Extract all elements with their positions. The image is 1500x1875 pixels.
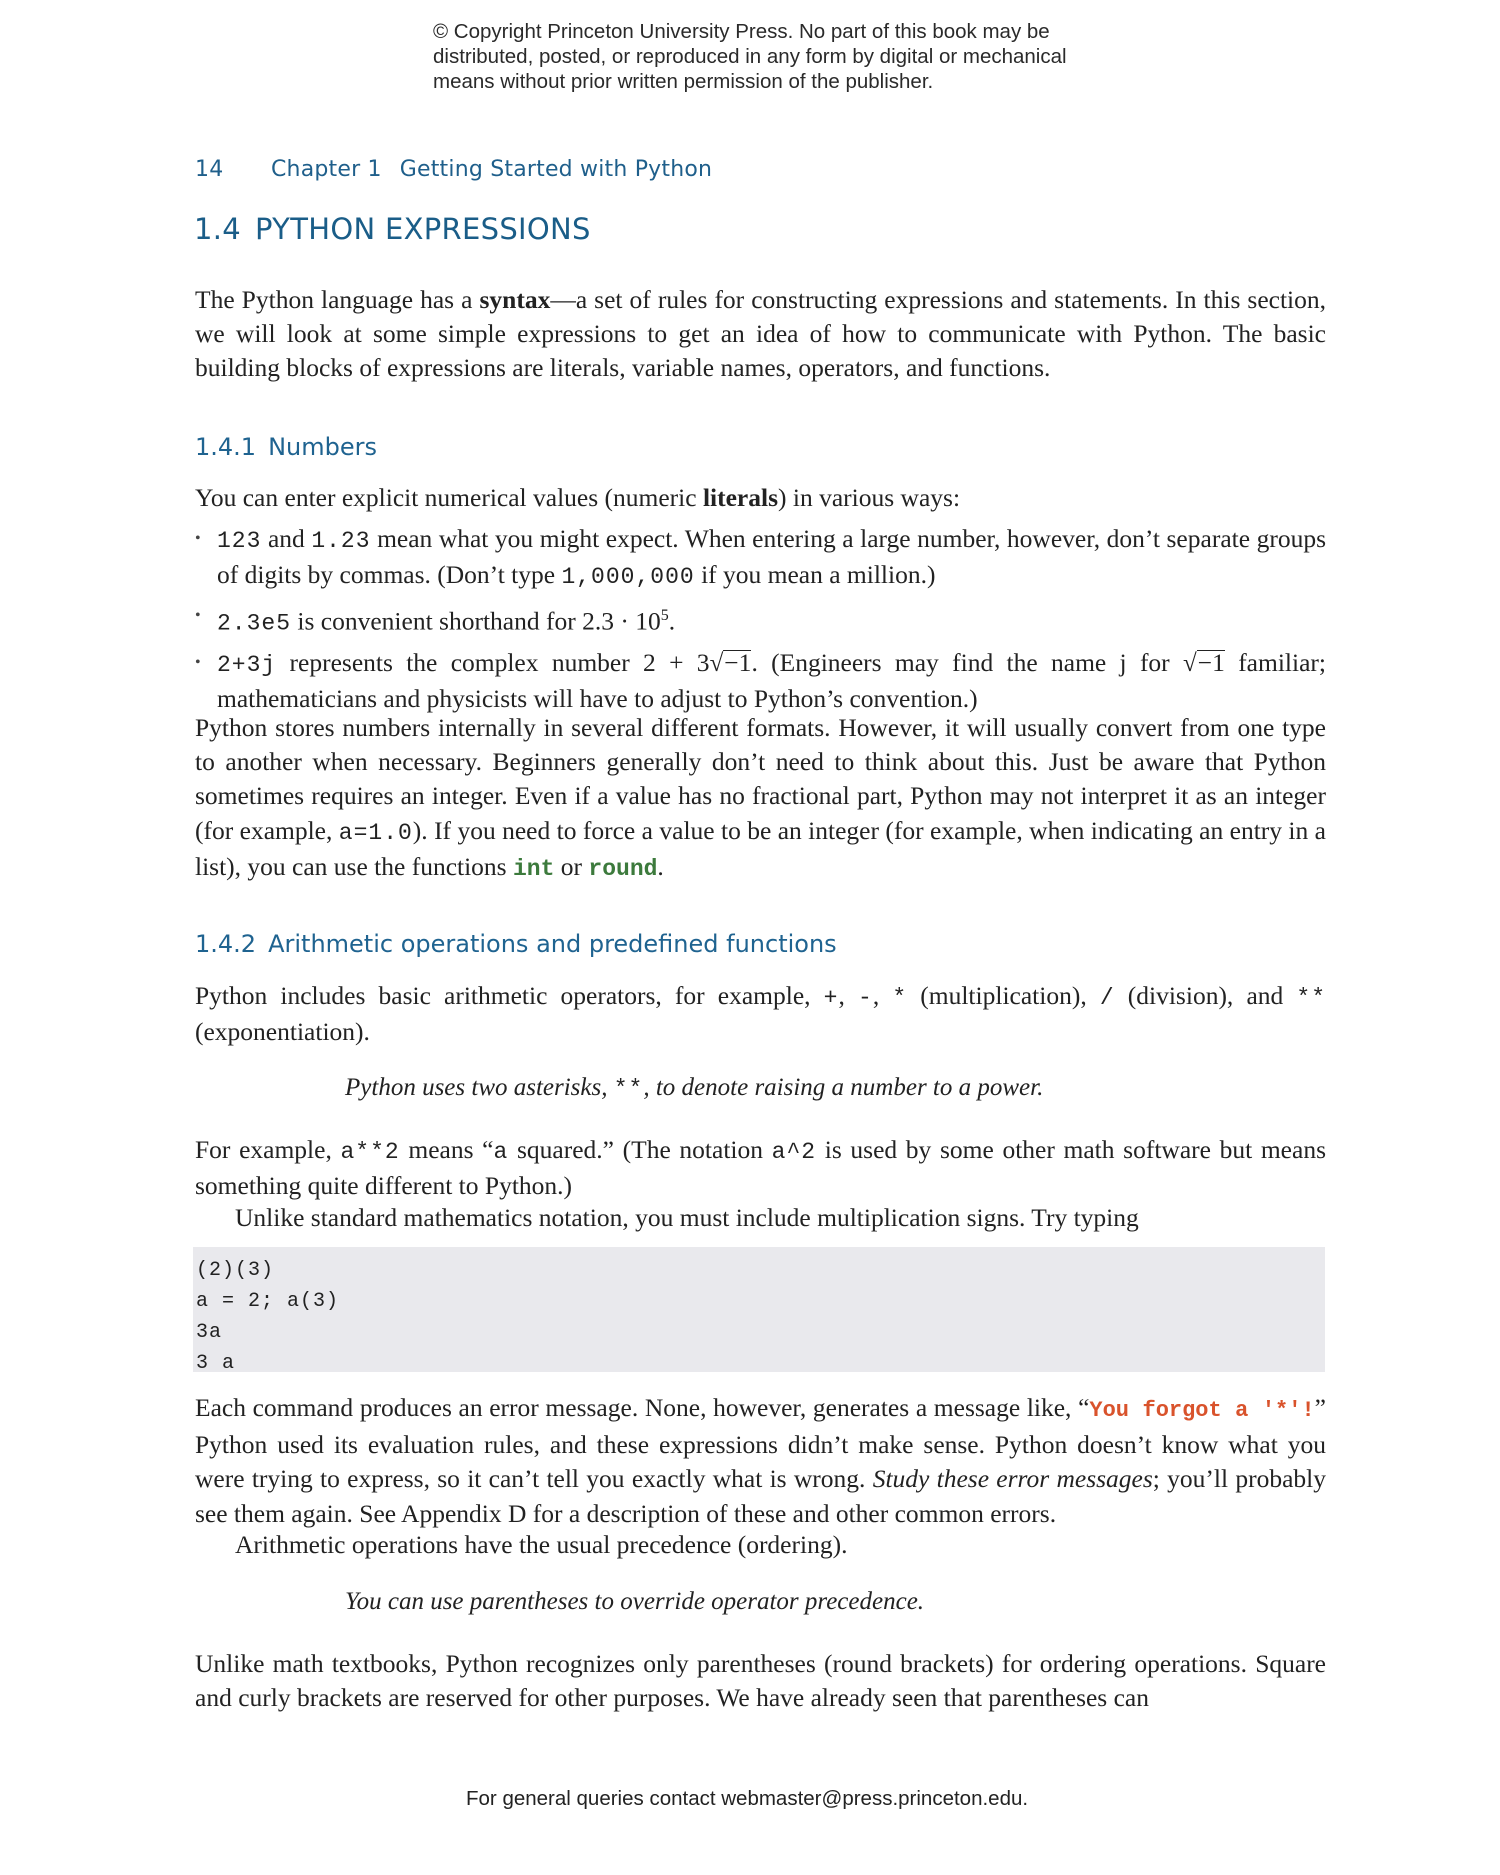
subsection-heading-arithmetic	[195, 930, 837, 958]
text: For example,	[195, 1135, 341, 1164]
text: mean what you might expect. When entering a large number, however, don’t separate groups of digits by commas. (Don’t type	[217, 524, 1326, 590]
text: Python stores numbers internally in several different formats. However, it will usually convert from one type to another when necessary. Beginners generally don’t need to think about this. Just be aware that Python sometimes requires an integer. Even if a value has no fractional part, Python may not interpret it as an integer (for example,	[195, 713, 1326, 845]
sqrt-icon: √	[1183, 650, 1197, 678]
text: ; you’ll probably see them again. See Appendix D for a description of these and other common errors.	[195, 1464, 1326, 1528]
text: Python includes basic arithmetic operators, for example,	[195, 981, 824, 1010]
text: or	[554, 851, 589, 881]
text: ). If you need to force a value to be an integer (for example, when indicating an entry in a list), you can use the functions	[195, 815, 1326, 881]
precedence-paragraph: Arithmetic operations have the usual precedence (ordering).	[235, 1530, 848, 1559]
section-heading	[194, 212, 591, 246]
radicand: −1	[1197, 648, 1225, 678]
function-int: int	[512, 855, 555, 882]
code-line: a = 2; a(3)	[196, 1290, 340, 1313]
text: and	[261, 524, 312, 553]
code-literal: **	[613, 1076, 644, 1102]
subsection-number: 1.4.1	[195, 433, 257, 461]
text: if you mean a million.)	[694, 560, 936, 590]
notice-line: © Copyright Princeton University Press. No part of this book may be	[433, 20, 1050, 43]
section-title: PYTHON EXPRESSIONS	[255, 212, 591, 246]
text: The Python language has a	[195, 285, 480, 314]
code-block	[193, 1247, 1325, 1375]
text: —a set of rules for constructing expressions and statements. In this section, we will look at some simple expressions to get an idea of how to communicate with Python. The basic building blocks of expressions are literals, variable names, operators, and functions.	[195, 285, 1327, 383]
code-literal: 123	[217, 528, 262, 554]
copyright-notice	[433, 19, 1113, 94]
list-item	[195, 646, 1326, 716]
operator: /	[1099, 985, 1115, 1011]
sqrt-icon: √	[709, 650, 724, 678]
code-literal: a=1.0	[338, 819, 413, 846]
running-head	[195, 157, 712, 182]
operators-paragraph	[195, 979, 1326, 1049]
code-line: 3a	[196, 1321, 223, 1344]
subsection-title: Arithmetic operations and predefined functions	[268, 930, 837, 958]
section-number: 1.4	[194, 212, 242, 246]
text: is used by some other math software but means something quite different to Python.)	[195, 1135, 1326, 1201]
numbers-lead	[195, 481, 1326, 515]
text: squared.” (The notation	[508, 1135, 772, 1164]
notice-line: means without prior written permission of the publisher.	[433, 70, 934, 93]
text: Python uses two asterisks,	[345, 1074, 614, 1101]
code-line: 3 a	[196, 1352, 236, 1375]
intro-paragraph	[195, 283, 1326, 386]
code-literal: a^2	[771, 1139, 817, 1165]
callout-exponent	[345, 1074, 1043, 1102]
list-item	[195, 522, 1326, 594]
text: (multiplication),	[907, 981, 1100, 1010]
subsection-number: 1.4.2	[195, 930, 257, 958]
operator: -	[858, 985, 873, 1011]
text: You can enter explicit numerical values (numeric	[195, 483, 703, 512]
squared-paragraph	[195, 1133, 1326, 1203]
code-literal: 2.3e5	[217, 610, 292, 637]
chapter-label: Chapter 1	[271, 157, 382, 182]
chapter-title: Getting Started with Python	[399, 157, 713, 182]
term-syntax: syntax	[479, 285, 551, 314]
text: familiar; mathematicians and physicists will have to adjust to Python’s convention.)	[217, 648, 1326, 714]
operator: +	[823, 985, 839, 1011]
numbers-list	[195, 522, 1326, 722]
subsection-title: Numbers	[268, 433, 377, 461]
try-typing-paragraph: Unlike standard mathematics notation, you must include multiplication signs. Try typing	[235, 1203, 1139, 1232]
callout-parentheses: You can use parentheses to override operator precedence.	[345, 1588, 925, 1615]
code-literal: a**2	[340, 1139, 400, 1165]
notice-line: distributed, posted, or reproduced in any form by digital or mechanical	[433, 45, 1067, 68]
text: ) in various ways:	[778, 483, 961, 512]
operator: **	[1296, 985, 1326, 1011]
text: .	[668, 606, 676, 636]
text: , to denote raising a number to a power.	[643, 1074, 1044, 1101]
exponent: 5	[660, 607, 669, 625]
text: Each command produces an error message. None, however, generates a message like, “	[195, 1393, 1090, 1422]
error-paragraph	[195, 1391, 1326, 1531]
code-literal: 1.23	[311, 528, 371, 554]
term-literals: literals	[702, 483, 779, 512]
code-line: (2)(3)	[196, 1259, 275, 1282]
text: (division), and	[1114, 981, 1297, 1010]
text: ,	[838, 981, 858, 1010]
text: (exponentiation).	[195, 1017, 370, 1047]
text: is convenient shorthand for 2.3 · 10	[291, 606, 661, 636]
error-message: You forgot a '*'!	[1089, 1398, 1315, 1423]
code-literal: 1,000,000	[561, 564, 695, 591]
text: means “	[399, 1135, 494, 1164]
operator: *	[892, 985, 908, 1011]
brackets-paragraph: Unlike math textbooks, Python recognizes only parentheses (round brackets) for ordering operations. Square and curly brackets are reserved for other purposes. We have already seen that parentheses can	[195, 1649, 1326, 1713]
function-round: round	[588, 855, 658, 882]
footer-contact: For general queries contact webmaster@press.princeton.edu.	[466, 1787, 1029, 1810]
page-number: 14	[195, 157, 224, 182]
subsection-heading-numbers	[195, 433, 377, 461]
code-literal: 2+3j	[217, 652, 277, 679]
numbers-paragraph	[195, 711, 1326, 886]
emphasis: Study these error messages	[872, 1464, 1153, 1494]
text: represents the complex number 2 + 3	[276, 648, 710, 678]
radicand: −1	[724, 648, 752, 678]
text: ” Python used its evaluation rules, and these expressions didn’t make sense. Python doesn’t know what you were trying to express, so it can’t tell you exactly what is wrong.	[195, 1393, 1326, 1494]
text: . (Engineers may find the name j for	[751, 648, 1183, 678]
code-literal: a	[493, 1139, 509, 1165]
text: .	[657, 851, 664, 881]
text: ,	[872, 981, 893, 1010]
list-item	[195, 599, 1326, 641]
